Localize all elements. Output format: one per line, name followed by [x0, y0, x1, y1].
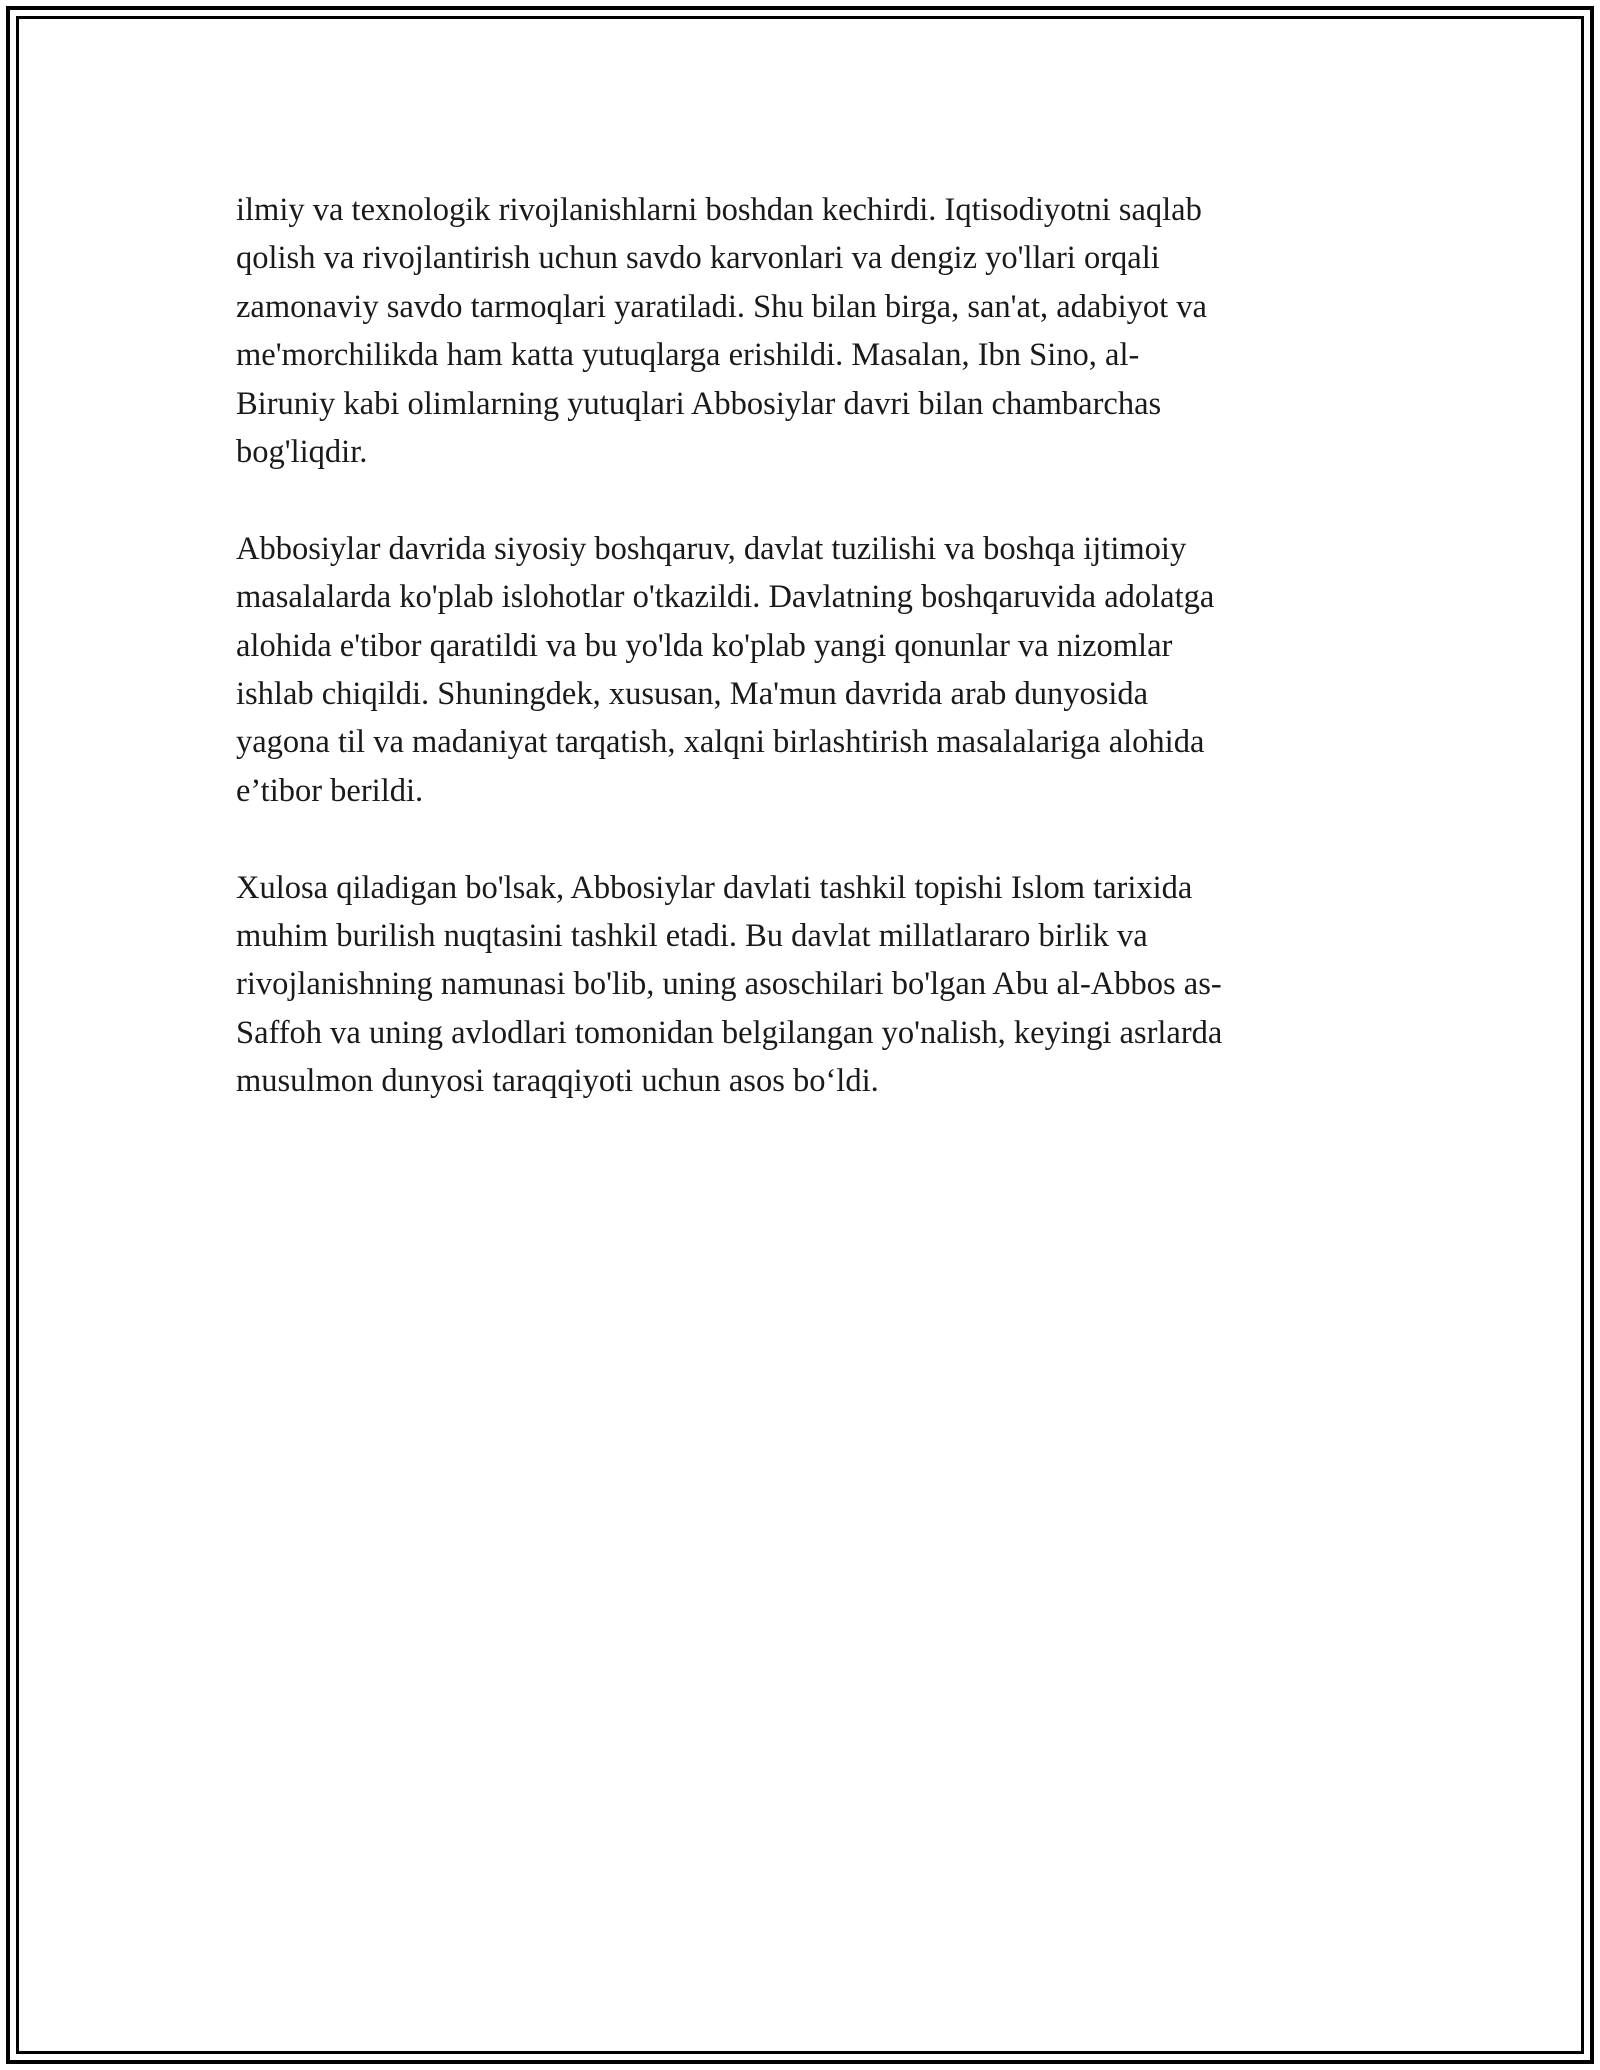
text-line: zamonaviy savdo tarmoqlari yaratiladi. Shu bilan birga, san'at, adabiyot va — [236, 288, 1207, 325]
text-line: Xulosa qiladigan bo'lsak, Abbosiylar davlati tashkil topishi Islom tarixida — [236, 869, 1193, 906]
text-line: Abbosiylar davrida siyosiy boshqaruv, davlat tuzilishi va boshqa ijtimoiy — [236, 530, 1187, 567]
text-line: muhim burilish nuqtasini tashkil etadi. Bu davlat millatlararo birlik va — [236, 918, 1148, 955]
text-line: Saffoh va uning avlodlari tomonidan belgilangan yo'nalish, keyingi asrlarda — [236, 1014, 1223, 1051]
text-line: ilmiy va texnologik rivojlanishlarni boshdan kechirdi. Iqtisodiyotni saqlab — [236, 192, 1202, 228]
text-line: alohida e'tibor qaratildi va bu yo'lda ko'plab yangi qonunlar va nizomlar — [236, 627, 1173, 664]
text-line: musulmon dunyosi taraqqiyoti uchun asos bo‘ldi. — [236, 1063, 879, 1100]
document-body — [236, 186, 1366, 1154]
text-line: e’tibor berildi. — [236, 772, 424, 809]
paragraph-3 — [236, 864, 1366, 1106]
text-line: Biruniy kabi olimlarning yutuqlari Abbosiylar davri bilan chambarchas — [236, 385, 1162, 422]
text-line: qolish va rivojlantirish uchun savdo karvonlari va dengiz yo'llari orqali — [236, 240, 1160, 277]
text-line: bog'liqdir. — [236, 434, 368, 471]
text-line: me'morchilikda ham katta yutuqlarga erishildi. Masalan, Ibn Sino, al- — [236, 337, 1140, 374]
paragraph-1 — [236, 186, 1366, 476]
text-line: ishlab chiqildi. Shuningdek, xususan, Ma'mun davrida arab dunyosida — [236, 676, 1149, 713]
text-line: masalalarda ko'plab islohotlar o'tkazildi. Davlatning boshqaruvida adolatga — [236, 579, 1215, 616]
paragraph-2 — [236, 525, 1366, 815]
text-line: rivojlanishning namunasi bo'lib, uning asoschilari bo'lgan Abu al-Abbos as- — [236, 966, 1222, 1003]
text-line: yagona til va madaniyat tarqatish, xalqni birlashtirish masalalariga alohida — [236, 724, 1205, 761]
